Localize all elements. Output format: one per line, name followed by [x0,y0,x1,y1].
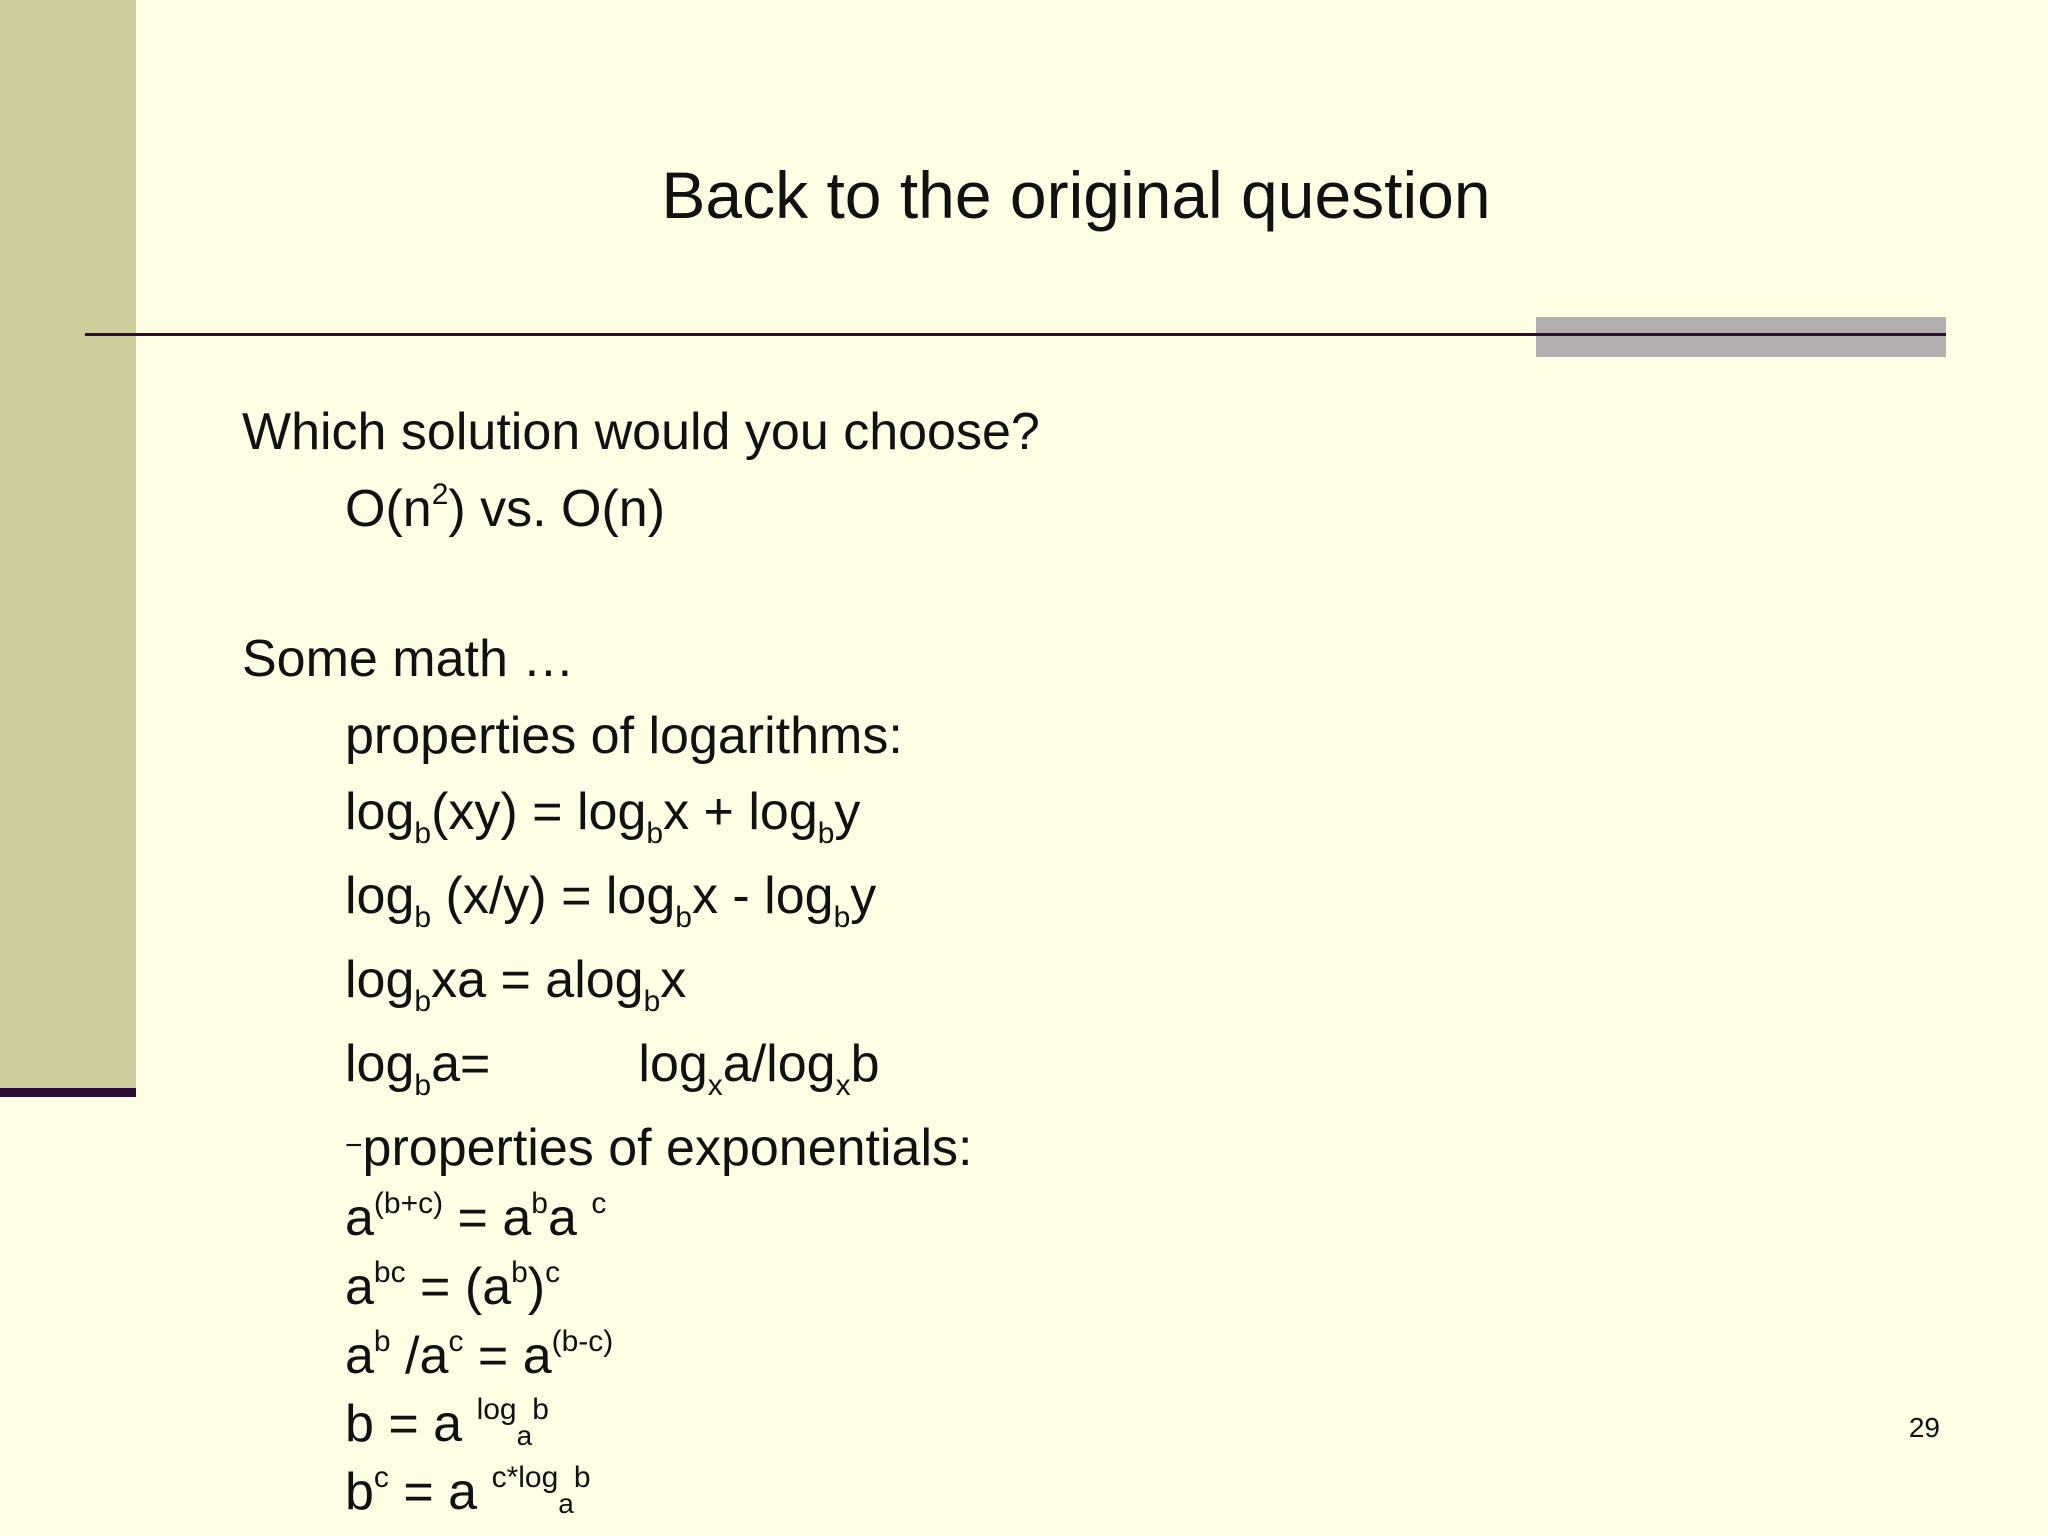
slide-title: Back to the original question [661,158,1491,232]
text-part: x [660,951,687,1009]
subscript: x [707,1069,723,1102]
page-number: 29 [1908,1412,1940,1443]
log-change-of-base-rule [345,1032,880,1102]
text-part: log [476,1393,517,1426]
text-part: log [638,1035,708,1093]
exponent: 2 [431,478,449,511]
question-line: Which solution would you choose? [242,403,1040,461]
exponent: (b-c) [551,1325,614,1358]
exp-quotient-rule [345,1324,613,1388]
text-part: c*log [491,1461,559,1494]
exponent: c [591,1187,607,1220]
text-part: a= [431,1035,491,1093]
text-part: a [345,1327,374,1385]
subscript: b [643,985,661,1018]
subscript: b [414,1069,432,1102]
text-part: log [345,867,415,925]
subscript: b [414,985,432,1018]
exponent: c [448,1325,464,1358]
exponent: bc [373,1256,406,1289]
exp-sum-rule [345,1186,606,1250]
text-part: b = a [345,1395,477,1453]
subscript: b [675,901,692,934]
exponent: (b+c) [373,1187,444,1220]
text-part: /a [390,1327,449,1385]
complexity-comparison-line [345,477,665,541]
subscript: a [558,1488,574,1519]
subscript: b [833,901,851,934]
title-rule-accent-band [1536,317,1946,357]
exponent [476,1393,549,1451]
text-part: y [850,867,877,925]
text-part: x + log [663,783,818,841]
text-part: = a [463,1327,552,1385]
text-part: x - log [691,867,834,925]
subscript: b [817,817,835,850]
text-part: b [345,1463,374,1521]
text-part: a [345,1189,374,1247]
text-part: log [345,783,415,841]
title-rule-line [85,333,1946,336]
exp-log-identity [345,1392,549,1456]
text-part: properties of exponentials: [362,1119,973,1177]
text-part: O(n [345,480,432,538]
exponent: c [373,1461,389,1494]
exponent: c [545,1256,561,1289]
text-part: a [547,1189,592,1247]
exp-log-power-identity [345,1460,591,1524]
text-part: log [345,951,415,1009]
log-product-rule [345,780,861,850]
text-part: xa = alog [431,951,644,1009]
text-part: = (a [405,1258,512,1316]
left-sidebar-edge-line [0,1088,136,1097]
text-part: b [850,1035,880,1093]
text-part: ) [527,1258,546,1316]
subscript: a [516,1420,533,1451]
subscript: b [646,817,664,850]
subscript: x [835,1069,851,1102]
text-part: a [345,1258,374,1316]
text-part: = a [443,1189,532,1247]
log-quotient-rule [345,864,877,934]
text-part: b [573,1461,591,1494]
math-heading: Some math … [242,630,575,688]
exponent: b [511,1256,528,1289]
text-part: (x/y) = log [431,867,676,925]
text-part: a/log [722,1035,836,1093]
exp-product-rule [345,1255,560,1319]
subscript: b [414,901,432,934]
text-part: y [834,783,861,841]
text-part: (xy) = log [431,783,647,841]
text-part: b [532,1393,549,1426]
dash-bullet: − [345,1129,363,1162]
text-part: ) vs. O(n) [448,480,666,538]
text-part: = a [388,1463,492,1521]
exponent: b [373,1325,391,1358]
subscript: b [414,817,432,850]
text-part: log [345,1035,415,1093]
exponent: b [531,1187,548,1220]
log-properties-heading: properties of logarithms: [345,707,903,765]
exponential-properties-heading [345,1116,972,1188]
exponent [491,1461,591,1519]
log-power-rule [345,948,687,1018]
